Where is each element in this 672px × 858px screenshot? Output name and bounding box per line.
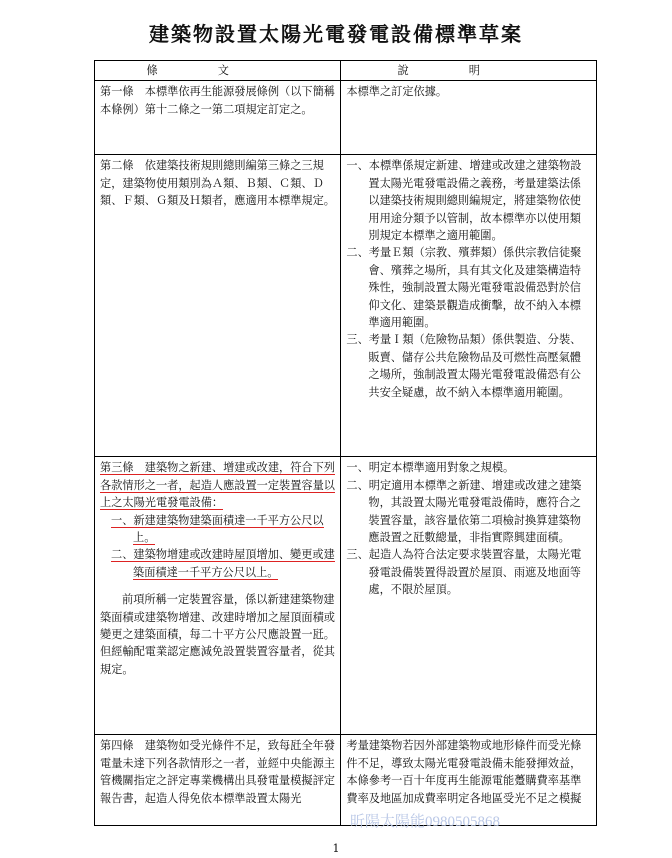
article-3-item-2 bbox=[100, 546, 335, 581]
explanation-3-1: 一、明定本標準適用對象之規模。 bbox=[346, 461, 515, 475]
document-title: 建築物設置太陽光電發電設備標準草案 bbox=[149, 22, 523, 46]
table-header-row bbox=[95, 61, 597, 81]
explanation-cell bbox=[341, 81, 597, 155]
table-row bbox=[95, 735, 597, 826]
article-1: 第一條 本標準依再生能源發展條例（以下簡稱本條例）第十二條之一第二項規定訂定之。 bbox=[100, 85, 335, 116]
table-row bbox=[95, 457, 597, 735]
annotation-underline: 第三條 建築物之新建、增建或改建，符合下列各款情形之一者，起造人應設置一定裝置容量以上之太陽光電發電設備： bbox=[100, 461, 335, 510]
explanation-cell bbox=[341, 457, 597, 735]
article-cell bbox=[95, 457, 341, 735]
header-articles: 條文 bbox=[95, 61, 341, 81]
article-cell bbox=[95, 155, 341, 457]
watermark: 昕陽太陽能0980505868 bbox=[350, 814, 501, 830]
explanation-3-2: 二、明定適用本標準之新建、增建或改建之建築物，其設置太陽光電發電設備時，應符合之裝置容量，該容量依第二項檢討換算建築物應設置之瓩數總量，非指實際興建面積。 bbox=[346, 478, 582, 545]
explanation-1: 本標準之訂定依據。 bbox=[346, 85, 448, 99]
table-row bbox=[95, 81, 597, 155]
table-row bbox=[95, 155, 597, 457]
article-3-item-1 bbox=[100, 512, 335, 547]
article-3-paragraph-2: 前項所稱一定裝置容量，係以新建建築物建築面積或建築物增建、改建時增加之屋頂面積或變更之建築面積，每二十平方公尺應設置一瓩。但經輸配電業認定應減免設置裝置容量者，從其規定。 bbox=[100, 593, 335, 676]
article-4: 第四條 建築物如受光條件不足，致每瓩全年發電量未達下列各款情形之一者，並經中央能源主管機關指定之評定專業機構出具發電量模擬評定報告書，起造人得免依本標準設置太陽光 bbox=[100, 739, 335, 805]
article-2: 第二條 依建築技術規則總則編第三條之三規定，建築物使用類別為Ａ類、Ｂ類、Ｃ類、Ｄ類、Ｆ類、Ｇ類及Ｈ類者，應適用本標準規定。 bbox=[100, 159, 335, 208]
page-number: 1 bbox=[332, 842, 340, 855]
article-3-intro bbox=[100, 459, 335, 511]
explanation-2-2: 二、考量Ｅ類（宗教、殯葬類）係供宗教信徒聚會、殯葬之場所，具有其文化及建築構造特殊性，強制設置太陽光電發電設備恐對於信仰文化、建築景觀造成衝擊，故不納入本標準適用範圍。 bbox=[346, 246, 582, 330]
explanation-4: 考量建築物若因外部建築物或地形條件而受光條件不足，導致太陽光電發電設備未能發揮效益，本條參考一百十年度再生能源電能躉購費率基準費率及地區加成費率明定各地區受光不足之模擬 bbox=[346, 739, 582, 805]
annotation-underline: 一、新建建築物建築面積達一千平方公尺以上。 bbox=[111, 513, 324, 545]
article-cell bbox=[95, 81, 341, 155]
article-cell bbox=[95, 735, 341, 826]
annotation-underline: 二、建築物增建或改建時屋頂增加、變更或建築面積達一千平方公尺以上。 bbox=[111, 548, 335, 579]
header-explanation: 說明 bbox=[341, 61, 597, 81]
explanation-2-3: 三、考量Ｉ類（危險物品類）係供製造、分裝、販賣、儲存公共危險物品及可燃性高壓氣體之場所，強制設置太陽光電發電設備恐有公共安全疑慮，故不納入本標準適用範圍。 bbox=[346, 333, 582, 399]
explanation-2-1: 一、本標準係規定新建、增建或改建之建築物設置太陽光電發電設備之義務，考量建築法係以建築技術規則總則編規定，將建築物依使用用途分類予以管制，故本標準亦以使用類別規定本標準之適用範圍。 bbox=[346, 159, 582, 243]
regulation-table bbox=[94, 60, 597, 826]
explanation-3-3: 三、起造人為符合法定要求裝置容量，太陽光電發電設備裝置得設置於屋頂、雨遮及地面等處，不限於屋頂。 bbox=[346, 548, 582, 597]
explanation-cell bbox=[341, 155, 597, 457]
